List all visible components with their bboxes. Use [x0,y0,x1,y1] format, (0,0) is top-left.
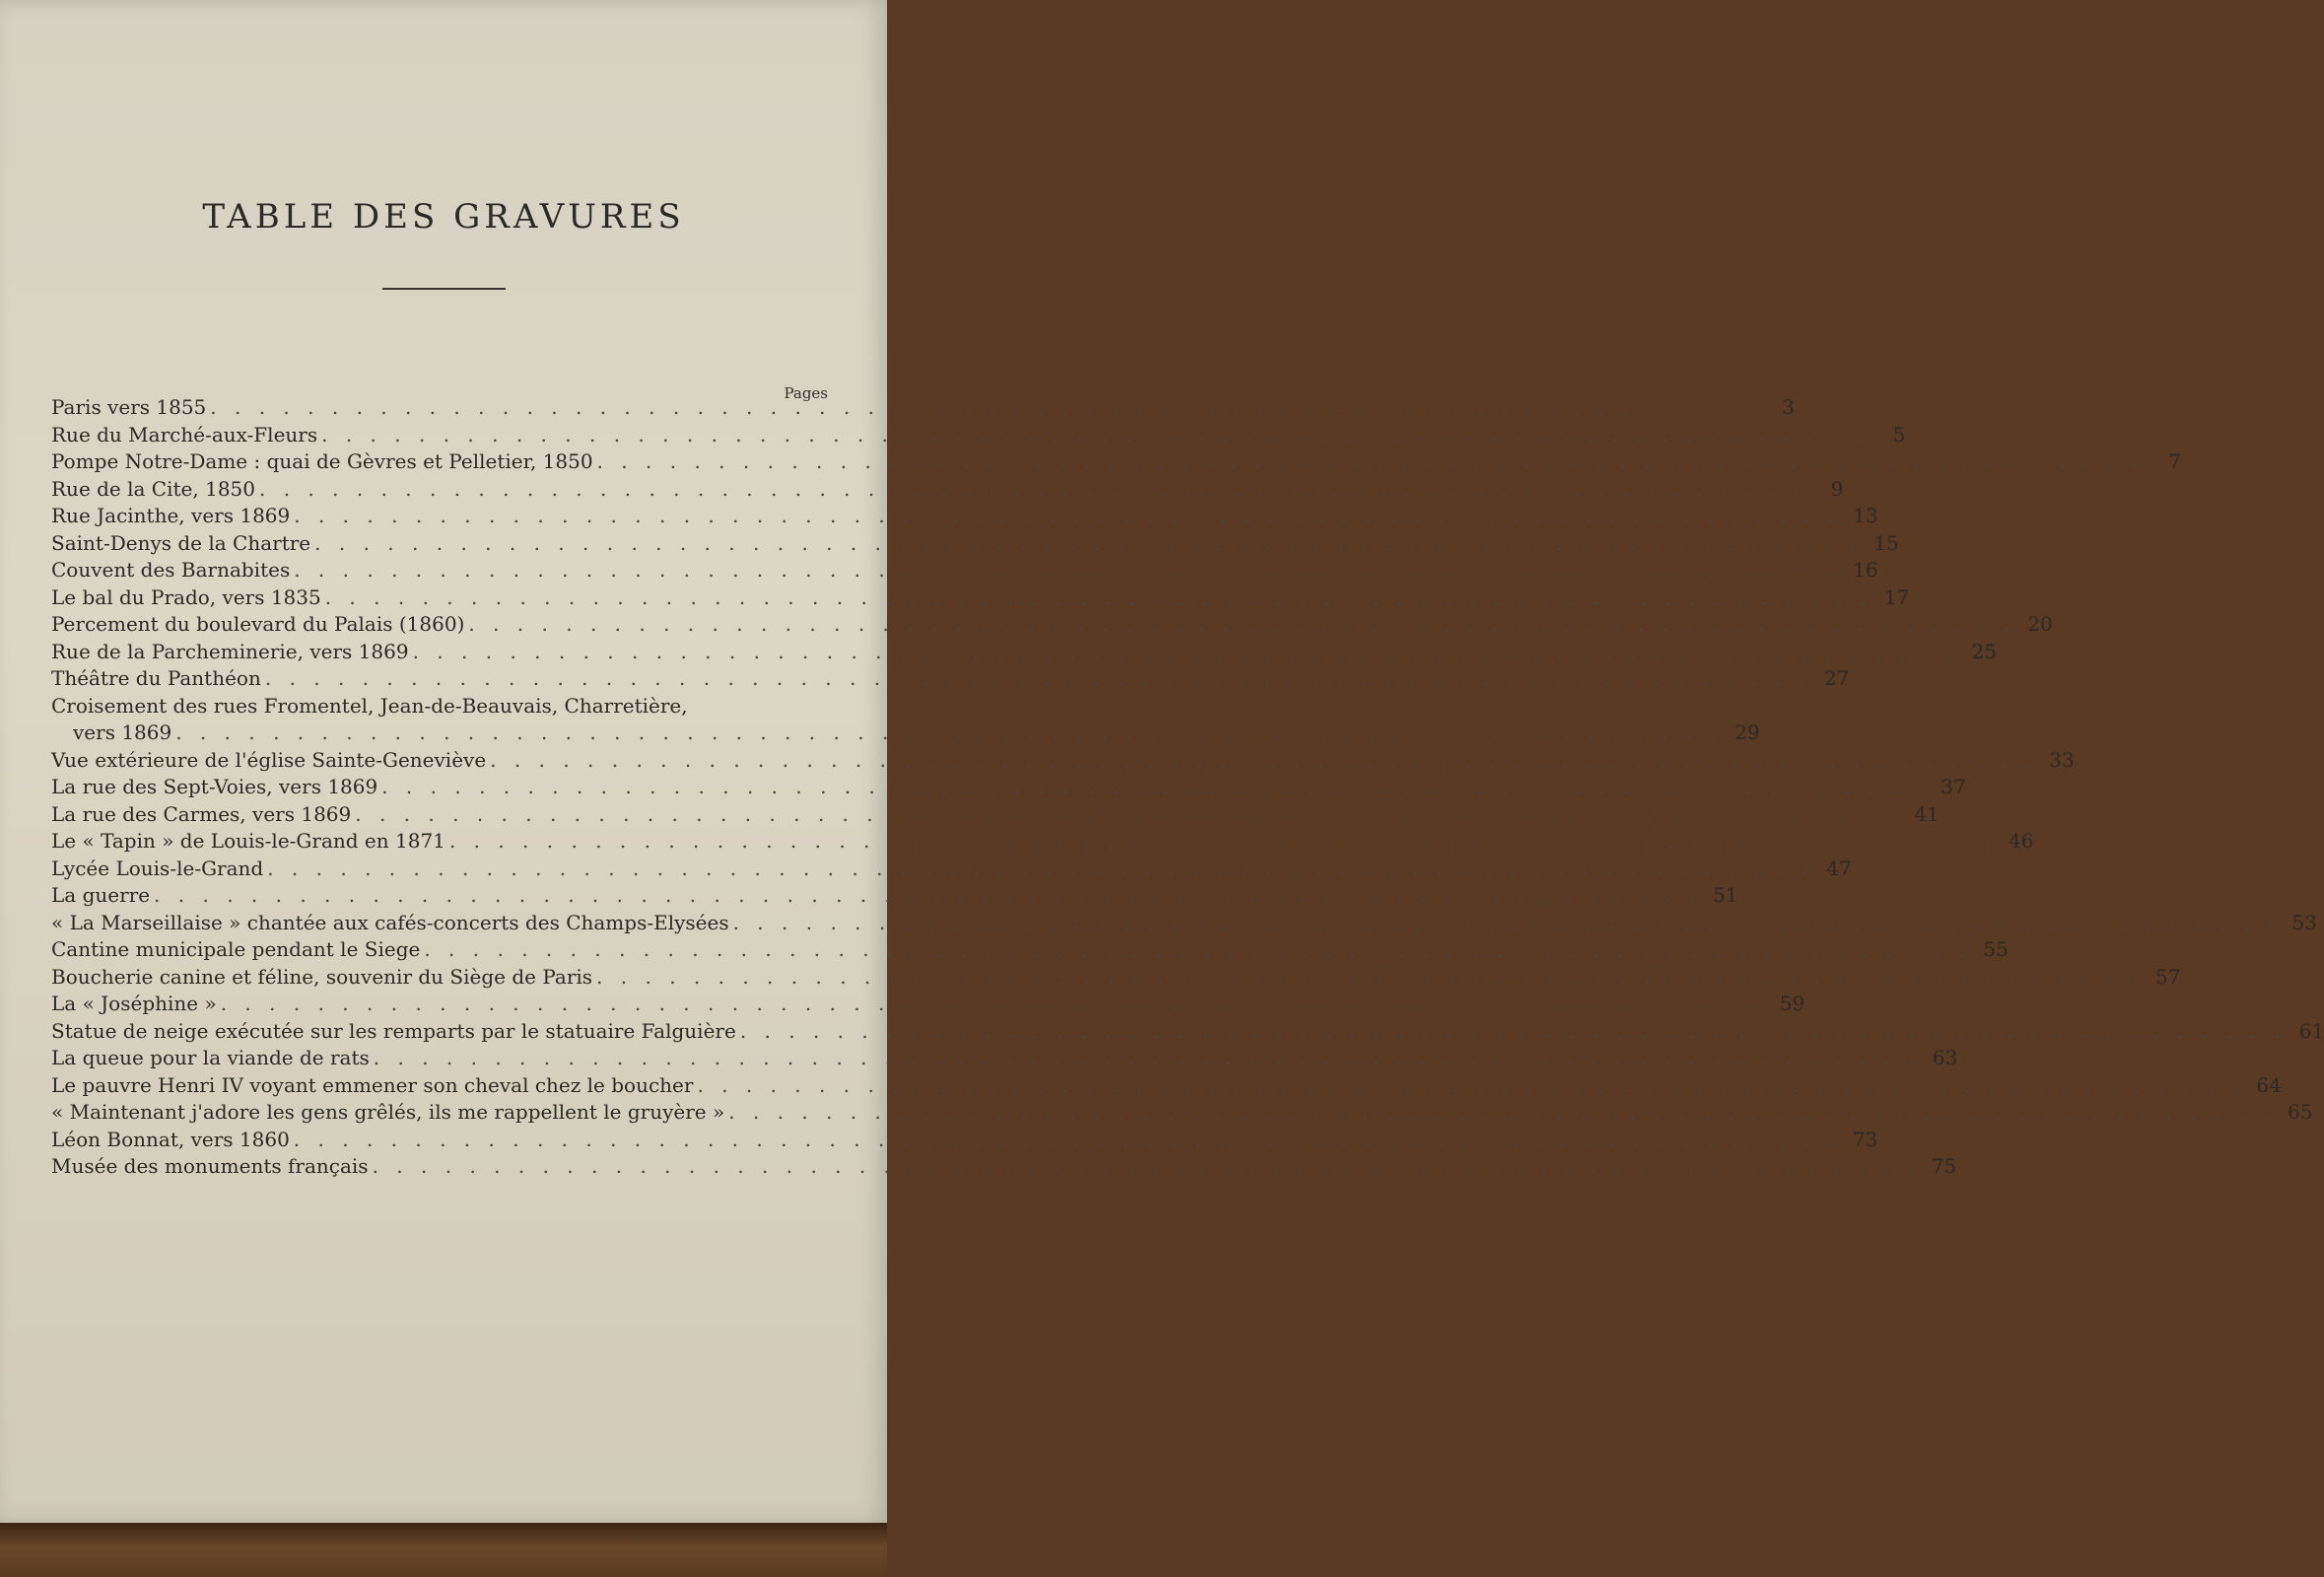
dot-leader [321,584,1876,612]
entry-title: Lycée Louis-le-Grand [51,856,264,880]
dot-leader [377,774,1932,801]
entry-title: Croisement des rues Fromentel, Jean-de-Beauvais, Charretière, [51,693,688,718]
toc-entry [51,801,1940,829]
toc-entry [51,476,1844,504]
toc-entry [51,394,1795,422]
toc-entry [51,774,1966,801]
entry-page-number: 9 [1830,476,1844,501]
title-rule [382,288,506,290]
entry-title: Rue du Marché-aux-Fleurs [51,422,318,446]
entry-title: La queue pour la viande de rats [51,1046,370,1069]
entry-page-number: 73 [1852,1127,1879,1151]
entry-title: Percement du boulevard du Palais (1860) [51,612,465,636]
entry-title: Vue extérieure de l'église Sainte-Geneviève [51,747,487,772]
entry-page-number: 16 [1853,558,1879,582]
entry-page-number: 53 [2291,910,2317,934]
table-of-engravings [51,394,2324,1181]
entry-title: La « Joséphine » [51,992,217,1015]
toc-entry [51,665,1850,693]
toc-entry [51,611,2053,639]
wooden-table-surface [0,1523,887,1577]
entry-title: La guerre [51,883,151,907]
dot-leader [486,747,2040,775]
entry-title: Rue de la Cite, 1850 [51,476,255,501]
entry-page-number: 55 [1983,937,2009,961]
toc-entry [51,964,2181,992]
dot-leader [263,856,1817,883]
dot-leader [206,394,1760,422]
entry-title: Musée des monuments français [51,1154,369,1178]
entry-title: « Maintenant j'adore les gens grêlés, ils me rappellent le gruyère » [51,1100,725,1124]
entry-page-number: 7 [2168,449,2181,473]
dot-leader [290,503,1844,530]
dot-leader [409,639,1963,666]
entry-title: Statue de neige exécutée sur les remparts par le statuaire Falguière [51,1018,736,1043]
dot-leader [150,882,1704,910]
toc-entry [51,1127,1879,1154]
entry-page-number: 29 [1735,720,1760,744]
entry-page-number: 59 [1779,992,1806,1015]
toc-entry [51,639,1997,666]
entry-page-number: 61 [2298,1018,2324,1043]
dot-leader [445,828,2000,856]
dot-leader [736,1018,2290,1046]
dot-leader [290,557,1844,584]
toc-entry [51,422,1906,449]
entry-title: Boucherie canine et féline, souvenir du Siège de Paris [51,964,593,989]
entry-page-number: 41 [1914,801,1940,826]
dot-leader [255,476,1810,504]
entry-page-number: 51 [1713,883,1739,907]
toc-entry [51,856,1852,883]
dot-leader [217,991,1771,1018]
entry-page-number: 17 [1883,584,1910,609]
entry-title: Couvent des Barnabites [51,558,291,582]
dot-leader [420,936,1974,964]
toc-entry [51,693,1760,747]
entry-page-number: 47 [1826,856,1852,880]
page-title: TABLE DES GRAVURES [202,197,685,237]
entry-page-number: 25 [1971,639,1997,663]
toc-entry [51,1045,1958,1072]
entry-title: Le « Tapin » de Louis-le-Grand en 1871 [51,829,445,853]
entry-title: La rue des Carmes, vers 1869 [51,801,352,826]
entry-title: Pompe Notre-Dame : quai de Gèvres et Pelletier, 1850 [51,449,593,473]
toc-entry [51,448,2181,476]
entry-title: Saint-Denys de la Chartre [51,530,311,555]
entry-title: « La Marseillaise » chantée aux cafés-concerts des Champs-Elysées [51,910,729,934]
entry-page-number: 46 [2008,829,2034,853]
entry-page-number: 37 [1941,775,1966,798]
dot-leader [729,910,2284,937]
entry-title: Rue de la Parcheminerie, vers 1869 [51,639,409,663]
dot-leader [369,1153,1923,1181]
entry-title-continued: vers 1869 [73,720,172,744]
entry-page-number: 27 [1823,666,1850,690]
dot-leader [592,964,2147,992]
dot-leader [370,1045,1924,1072]
entry-page-number: 75 [1931,1154,1956,1178]
entry-page-number: 63 [1932,1046,1958,1069]
entry-page-number: 15 [1874,530,1899,555]
entry-page-number: 57 [2155,964,2181,989]
entry-title: La rue des Sept-Voies, vers 1869 [51,775,378,798]
entry-title: Rue Jacinthe, vers 1869 [51,504,291,527]
entry-page-number: 65 [2288,1100,2313,1124]
toc-entry [51,503,1879,530]
toc-entry [51,910,2317,937]
entry-title: Cantine municipale pendant le Siege [51,937,421,961]
toc-entry [51,991,1806,1018]
entry-title: Le pauvre Henri IV voyant emmener son cheval chez le boucher [51,1072,694,1097]
entry-page-number: 64 [2256,1072,2282,1097]
toc-entry [51,530,1899,558]
dot-leader [171,720,1726,747]
toc-entry [51,557,1879,584]
entry-title: Le bal du Prado, vers 1835 [51,584,321,609]
entry-page-number: 33 [2049,747,2075,772]
entry-title: Théâtre du Panthéon [51,666,261,690]
toc-entry [51,1153,1956,1181]
dot-leader [317,422,1872,449]
toc-entry [51,936,2009,964]
dot-leader [724,1099,2279,1127]
entry-page-number: 5 [1892,422,1906,446]
toc-entry [51,747,2075,775]
dot-leader [351,801,1905,829]
toc-entry [51,1018,2324,1046]
dot-leader [261,665,1815,693]
entry-title: Léon Bonnat, vers 1860 [51,1127,290,1151]
pages-column-label: Pages [784,384,828,402]
entry-page-number: 3 [1781,395,1795,419]
entry-title: Paris vers 1855 [51,395,207,419]
toc-entry [51,584,1910,612]
dot-leader [593,448,2148,476]
dot-leader [290,1127,1844,1154]
entry-page-number: 20 [2027,612,2053,636]
dot-leader [693,1072,2247,1100]
toc-entry [51,1099,2313,1127]
toc-entry [51,1072,2282,1100]
toc-entry [51,828,2034,856]
dot-leader [464,611,2018,639]
toc-entry [51,882,1739,910]
entry-page-number: 13 [1853,504,1879,527]
dot-leader [310,530,1865,558]
